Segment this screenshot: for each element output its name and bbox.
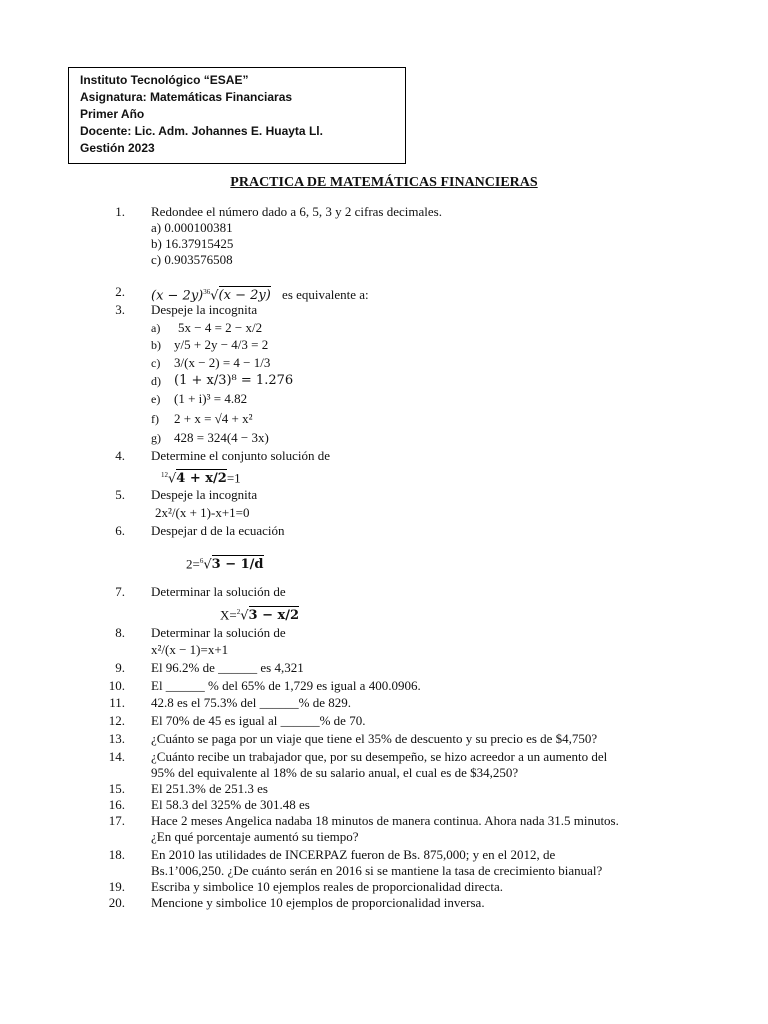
teacher: Docente: Lic. Adm. Johannes E. Huayta Ll.: [80, 124, 323, 138]
question-text: Despejar d de la ecuación: [151, 523, 285, 538]
q2-expression: $(x - 2y)^{36}√(x - 2y)$ es equivalente a:: [151, 287, 369, 304]
question-number: 16.: [108, 797, 125, 812]
management-year: Gestión 2023: [80, 141, 155, 155]
institute-name: Instituto Tecnológico “ESAE”: [80, 73, 249, 87]
question-text: Despeje la incognita: [151, 302, 258, 317]
question-text: Determinar la solución de: [151, 625, 286, 640]
question-text: El 251.3% de 251.3 es: [151, 781, 268, 796]
subject: Asignatura: Matemáticas Financiaras: [80, 90, 293, 104]
question-text: Redondee el número dado a 6, 5, 3 y 2 cifras decimales.: [151, 204, 442, 219]
q8-expression: x²/(x − 1)=x+1: [151, 642, 229, 657]
question-18-line-2: Bs.1’006,250. ¿De cuánto serán en 2016 si se mantiene la tasa de crecimiento bianual?: [151, 863, 603, 878]
question-number: 5.: [115, 487, 125, 502]
question-text: El 58.3 del 325% de 301.48 es: [151, 797, 310, 812]
question-number: 4.: [115, 448, 125, 463]
question-text: Determinar la solución de: [151, 584, 286, 599]
question-text-line-1: Hace 2 meses Angelica nadaba 18 minutos de manera continua. Ahora nada 31.5 minutos.: [151, 813, 619, 828]
question-text: 42.8 es el 75.3% del ______% de 829.: [151, 695, 352, 710]
question-text: es equivalente a:: [282, 287, 369, 303]
question-number: 8.: [115, 625, 125, 640]
q7-expression: X=$^2$√3 − x/2: [220, 607, 300, 624]
question-number: 17.: [108, 813, 125, 828]
question-text: ¿Cuánto se paga por un viaje que tiene el 35% de descuento y su precio es de $4,750?: [151, 731, 598, 746]
question-number: 18.: [108, 847, 125, 862]
question-text: El 70% de 45 es igual al ______% de 70.: [151, 713, 366, 728]
question-number: 20.: [108, 895, 125, 910]
question-number: 7.: [115, 584, 125, 599]
question-number: 1.: [115, 204, 125, 219]
q1-option-c: c) 0.903576508: [151, 252, 233, 267]
q6-expression: 2=$^6$√3 − 1/d: [186, 556, 264, 573]
header-box: [68, 67, 406, 164]
question-number: 6.: [115, 523, 125, 538]
question-number: 10.: [108, 678, 125, 693]
year-level: Primer Año: [80, 107, 145, 121]
q5-expression: 2x²/(x + 1)-x+1=0: [155, 505, 250, 520]
q1-option-b: b) 16.37915425: [151, 236, 234, 251]
question-text: Mencione y simbolice 10 ejemplos de proporcionalidad inversa.: [151, 895, 485, 910]
question-text: Escriba y simbolice 10 ejemplos reales de proporcionalidad directa.: [151, 879, 503, 894]
question-17-line-2: ¿En qué porcentaje aumentó su tiempo?: [151, 829, 359, 844]
question-text: Despeje la incognita: [151, 487, 258, 502]
question-number: 14.: [108, 749, 125, 764]
question-14-line-2: 95% del equivalente al 18% de su salario anual, el cual es de $34,250?: [151, 765, 519, 780]
q4-expression: $^{12}$√4 + x/2=1: [161, 470, 241, 487]
question-number: 12.: [108, 713, 125, 728]
page-title: PRACTICA DE MATEMÁTICAS FINANCIERAS: [230, 175, 538, 190]
q1-option-a: a) 0.000100381: [151, 220, 233, 235]
question-number: 15.: [108, 781, 125, 796]
question-number: 11.: [109, 695, 125, 710]
question-text-line-1: ¿Cuánto recibe un trabajador que, por su desempeño, se hizo acreedor a un aumento del: [151, 749, 608, 764]
question-number: 2.: [115, 284, 125, 299]
question-number: 19.: [108, 879, 125, 894]
question-text: El ______ % del 65% de 1,729 es igual a 400.0906.: [151, 678, 421, 693]
question-number: 9.: [115, 660, 125, 675]
question-text: Determine el conjunto solución de: [151, 448, 331, 463]
question-text: El 96.2% de ______ es 4,321: [151, 660, 304, 675]
question-text-line-1: En 2010 las utilidades de INCERPAZ fueron de Bs. 875,000; y en el 2012, de: [151, 847, 556, 862]
question-number: 3.: [115, 302, 125, 317]
question-number: 13.: [108, 731, 125, 746]
